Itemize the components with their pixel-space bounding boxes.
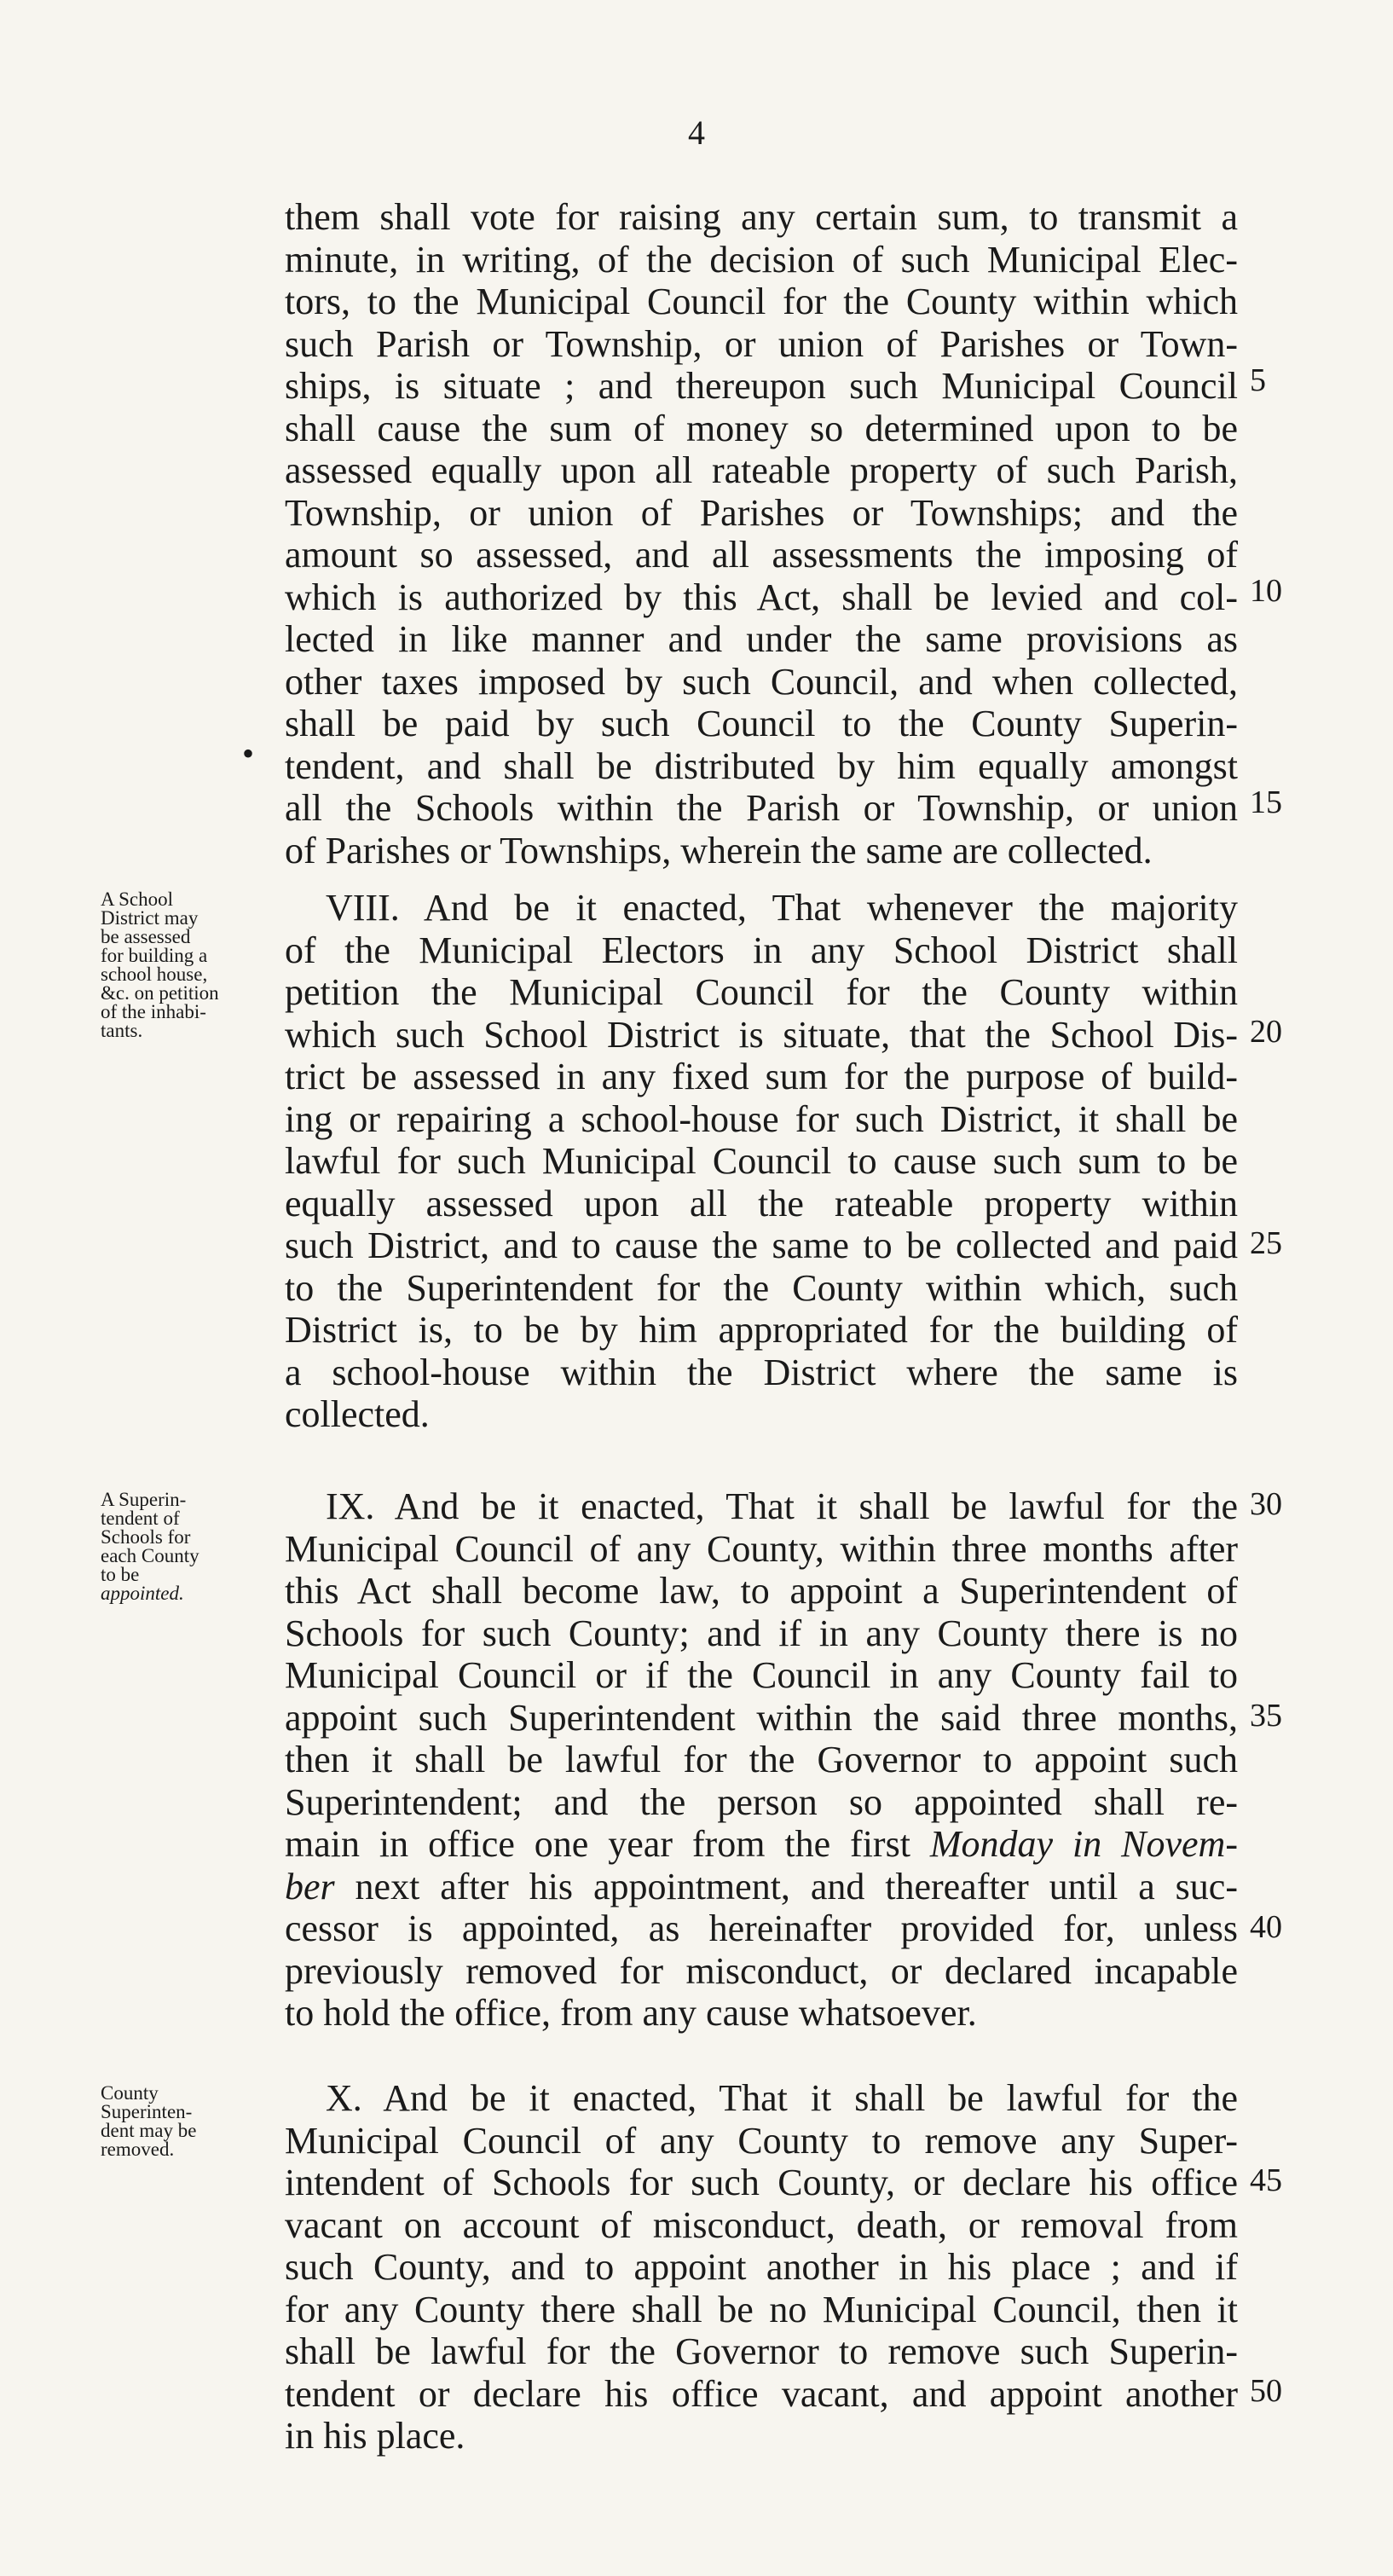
text-line: a school-house within the District where the same is bbox=[285, 1351, 1238, 1393]
text-line: equally assessed upon all the rateable property within bbox=[285, 1182, 1238, 1224]
text-line: lected in like manner and under the same provisions as bbox=[285, 618, 1238, 660]
margin-note-section-8: A School District may be assessed for building a school house, &c. on petition of the inhabi- tants. bbox=[101, 889, 219, 1041]
line-number: 25 bbox=[1250, 1225, 1282, 1261]
text-line: Schools for such County; and if in any County there is no bbox=[285, 1612, 1238, 1654]
text-line: intendent of Schools for such County, or declare his office bbox=[285, 2162, 1238, 2203]
line-number: 5 bbox=[1250, 362, 1266, 398]
text-line: this Act shall become law, to appoint a Superintendent of bbox=[285, 1570, 1238, 1612]
text-line: petition the Municipal Council for the County within bbox=[285, 971, 1238, 1013]
text-line: which is authorized by this Act, shall be levied and col- bbox=[285, 576, 1238, 618]
section-8-paragraph bbox=[285, 887, 1238, 1436]
text-line: Municipal Council of any County to remove any Super- bbox=[285, 2119, 1238, 2162]
text-line: to the Superintendent for the County within which, such bbox=[285, 1266, 1238, 1309]
text-line: previously removed for misconduct, or declared incapable bbox=[285, 1949, 1238, 1992]
text-line: to hold the office, from any cause whatsoever. bbox=[285, 1992, 977, 2034]
text-line: appoint such Superintendent within the said three months, bbox=[285, 1696, 1238, 1739]
text-line: VIII. And be it enacted, That whenever the majority bbox=[326, 887, 1238, 929]
line-number: 20 bbox=[1250, 1014, 1282, 1050]
text-line: tendent or declare his office vacant, and appoint another bbox=[285, 2372, 1238, 2415]
text-line: Township, or union of Parishes or Townships; and the bbox=[285, 491, 1238, 534]
text-line: such County, and to appoint another in his place ; and if bbox=[285, 2246, 1238, 2288]
text-line: Superintendent; and the person so appointed shall re- bbox=[285, 1780, 1238, 1823]
text-line: them shall vote for raising any certain sum, to transmit a bbox=[285, 196, 1238, 238]
italic-date: Monday in Novem- bbox=[929, 1823, 1238, 1865]
text-line: shall be paid by such Council to the County Superin- bbox=[285, 703, 1238, 744]
text-line: then it shall be lawful for the Governor to appoint such bbox=[285, 1739, 1238, 1780]
line-number: 50 bbox=[1250, 2373, 1282, 2409]
text-line: collected. bbox=[285, 1393, 430, 1435]
line-number: 10 bbox=[1250, 573, 1282, 609]
text-line: Municipal Council or if the Council in any County fail to bbox=[285, 1654, 1238, 1696]
print-mark: • bbox=[242, 734, 255, 773]
text-line: tors, to the Municipal Council for the County within which bbox=[285, 281, 1238, 322]
text-line: lawful for such Municipal Council to cause such sum to be bbox=[285, 1140, 1238, 1182]
line-number: 40 bbox=[1250, 1909, 1282, 1945]
italic-date: ber bbox=[285, 1865, 335, 1907]
text-line: District is, to be by him appropriated for the building of bbox=[285, 1309, 1238, 1351]
text-line: Municipal Council of any County, within three months after bbox=[285, 1527, 1238, 1570]
text-line: trict be assessed in any fixed sum for the purpose of build- bbox=[285, 1056, 1238, 1097]
section-9-paragraph bbox=[285, 1485, 1238, 2035]
text-line: assessed equally upon all rateable property of such Parish, bbox=[285, 449, 1238, 491]
text-line: such Parish or Township, or union of Parishes or Town- bbox=[285, 322, 1238, 365]
page-number: 4 bbox=[688, 113, 705, 152]
text-line: ing or repairing a school-house for such District, it shall be bbox=[285, 1097, 1238, 1140]
text-line: main in office one year from the first Monday in Novem- bbox=[285, 1823, 1238, 1865]
line-number: 35 bbox=[1250, 1698, 1282, 1734]
text-line: cessor is appointed, as hereinafter provided for, unless bbox=[285, 1907, 1238, 1949]
line-number: 15 bbox=[1250, 784, 1282, 820]
text-line: shall cause the sum of money so determined upon to be bbox=[285, 407, 1238, 449]
text-line: vacant on account of misconduct, death, or removal from bbox=[285, 2203, 1238, 2246]
text-line: amount so assessed, and all assessments the imposing of bbox=[285, 534, 1238, 576]
text-line: tendent, and shall be distributed by him equally amongst bbox=[285, 744, 1238, 787]
text-line: such District, and to cause the same to be collected and paid bbox=[285, 1224, 1238, 1266]
margin-note-section-9: A Superin- tendent of Schools for each County to be appointed. bbox=[101, 1489, 199, 1604]
margin-note-section-10: County Superinten- dent may be removed. bbox=[101, 2082, 197, 2160]
text-line: ships, is situate ; and thereupon such Municipal Council bbox=[285, 365, 1238, 407]
continuation-paragraph bbox=[285, 196, 1238, 871]
text-line: IX. And be it enacted, That it shall be lawful for the bbox=[326, 1485, 1238, 1527]
text-line: in his place. bbox=[285, 2415, 465, 2457]
text-line: minute, in writing, of the decision of such Municipal Elec- bbox=[285, 238, 1238, 281]
line-number: 45 bbox=[1250, 2162, 1282, 2198]
text-line: which such School District is situate, that the School Dis- bbox=[285, 1013, 1238, 1056]
text-line: shall be lawful for the Governor to remove such Superin- bbox=[285, 2330, 1238, 2372]
text-line: of Parishes or Townships, wherein the same are collected. bbox=[285, 829, 1153, 871]
text-line: other taxes imposed by such Council, and when collected, bbox=[285, 660, 1238, 703]
text-line: ber next after his appointment, and thereafter until a suc- bbox=[285, 1865, 1238, 1907]
text-line: for any County there shall be no Municipal Council, then it bbox=[285, 2288, 1238, 2330]
section-10-paragraph bbox=[285, 2077, 1238, 2457]
line-number: 30 bbox=[1250, 1486, 1282, 1522]
text-line: all the Schools within the Parish or Township, or union bbox=[285, 787, 1238, 829]
text-line: X. And be it enacted, That it shall be lawful for the bbox=[326, 2077, 1238, 2119]
text-line: of the Municipal Electors in any School District shall bbox=[285, 929, 1238, 971]
